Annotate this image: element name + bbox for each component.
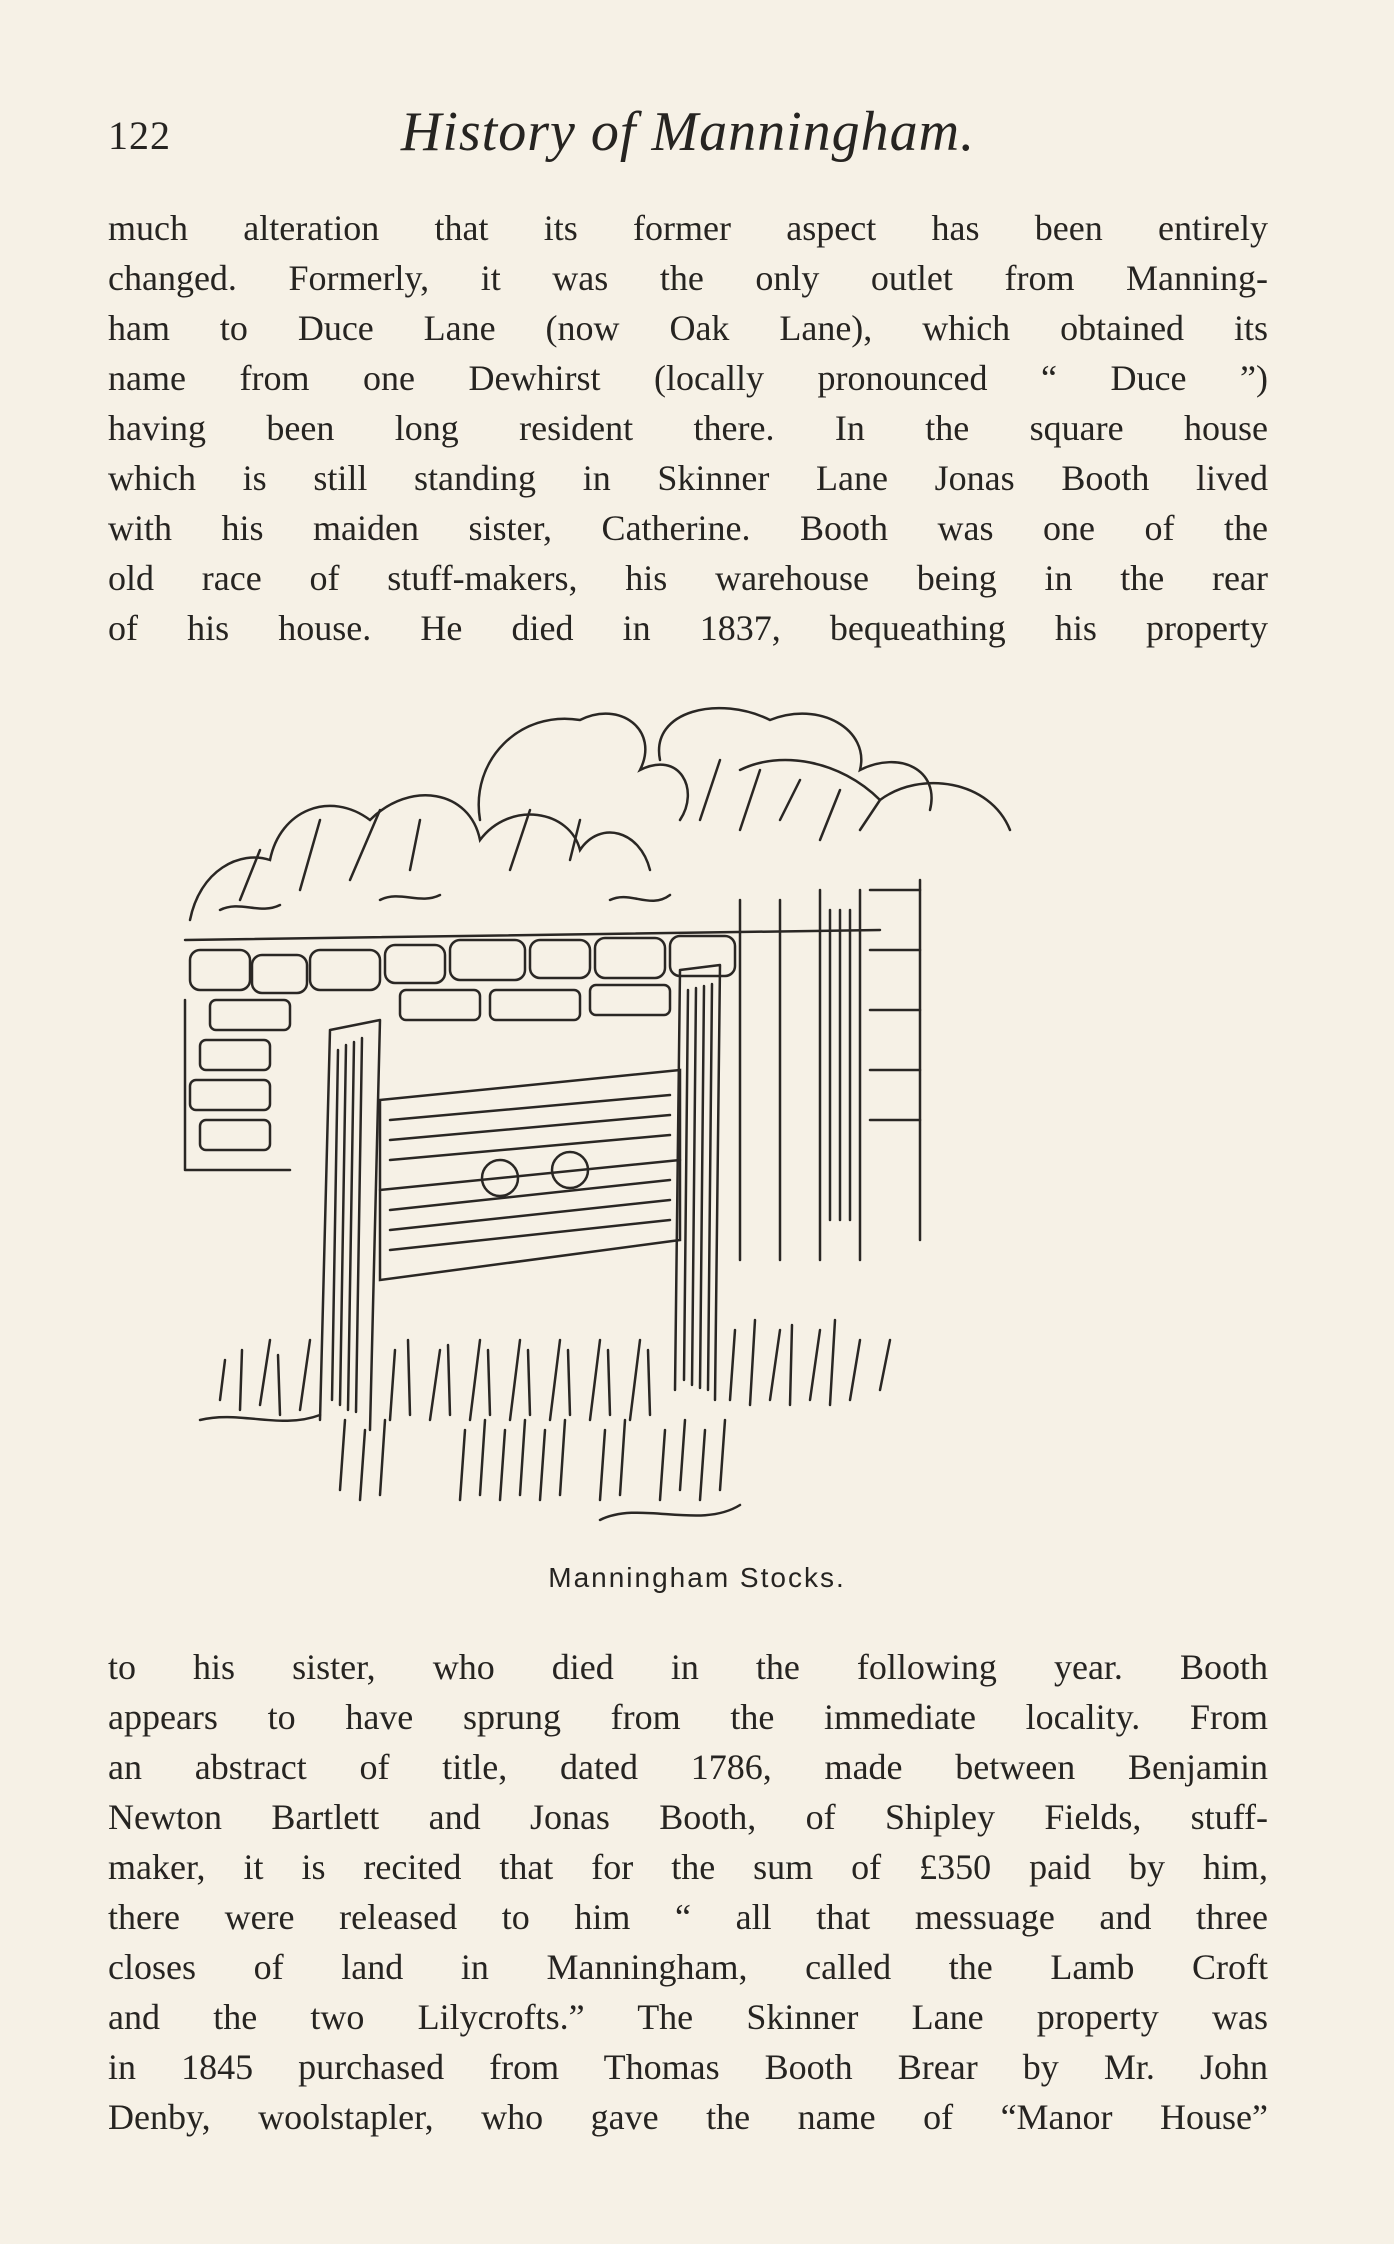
body-text-bottom [108,1642,1268,2142]
text-line: in 1845 purchased from Thomas Booth Brear by Mr. John [108,2047,1268,2087]
stocks-illustration [180,700,1210,1540]
text-line: an abstract of title, dated 1786, made between Benjamin [108,1747,1268,1787]
text-line: to his sister, who died in the following year. Booth [108,1647,1268,1687]
text-line: maker, it is recited that for the sum of £350 paid by him, [108,1847,1268,1887]
grass [200,1320,890,1520]
gate-posts [740,880,920,1260]
text-line: closes of land in Manningham, called the Lamb Croft [108,1947,1268,1987]
text-line: which is still standing in Skinner Lane Jonas Booth lived [108,458,1268,498]
text-line: having been long resident there. In the square house [108,408,1268,448]
text-line: there were released to him “ all that messuage and three [108,1897,1268,1937]
text-line: appears to have sprung from the immediate locality. From [108,1697,1268,1737]
text-line: old race of stuff-makers, his warehouse being in the rear [108,558,1268,598]
running-title: History of Manningham. [400,101,976,163]
text-line: Newton Bartlett and Jonas Booth, of Shipley Fields, stuff- [108,1797,1268,1837]
stocks-boards [380,1070,680,1280]
figure-caption: Manningham Stocks. [548,1562,846,1593]
left-post [320,1020,380,1430]
text-line: and the two Lilycrofts.” The Skinner Lane property was [108,1997,1268,2037]
stone-wall [185,930,880,1170]
body-text-top [108,203,1268,653]
text-line: much alteration that its former aspect has been entirely [108,208,1268,248]
text-line: with his maiden sister, Catherine. Booth was one of the [108,508,1268,548]
stocks-drawing [180,700,1210,1540]
text-line: name from one Dewhirst (locally pronounced “ Duce ”) [108,358,1268,398]
text-line: Denby, woolstapler, who gave the name of “Manor House” [108,2097,1268,2137]
text-line: of his house. He died in 1837, bequeathing his property [108,608,1268,648]
page-header [108,100,1268,170]
text-line: ham to Duce Lane (now Oak Lane), which obtained its [108,308,1268,348]
tree-foliage [190,708,1010,920]
page-number: 122 [108,113,171,158]
text-line: changed. Formerly, it was the only outlet from Manning- [108,258,1268,298]
right-post [675,965,720,1400]
